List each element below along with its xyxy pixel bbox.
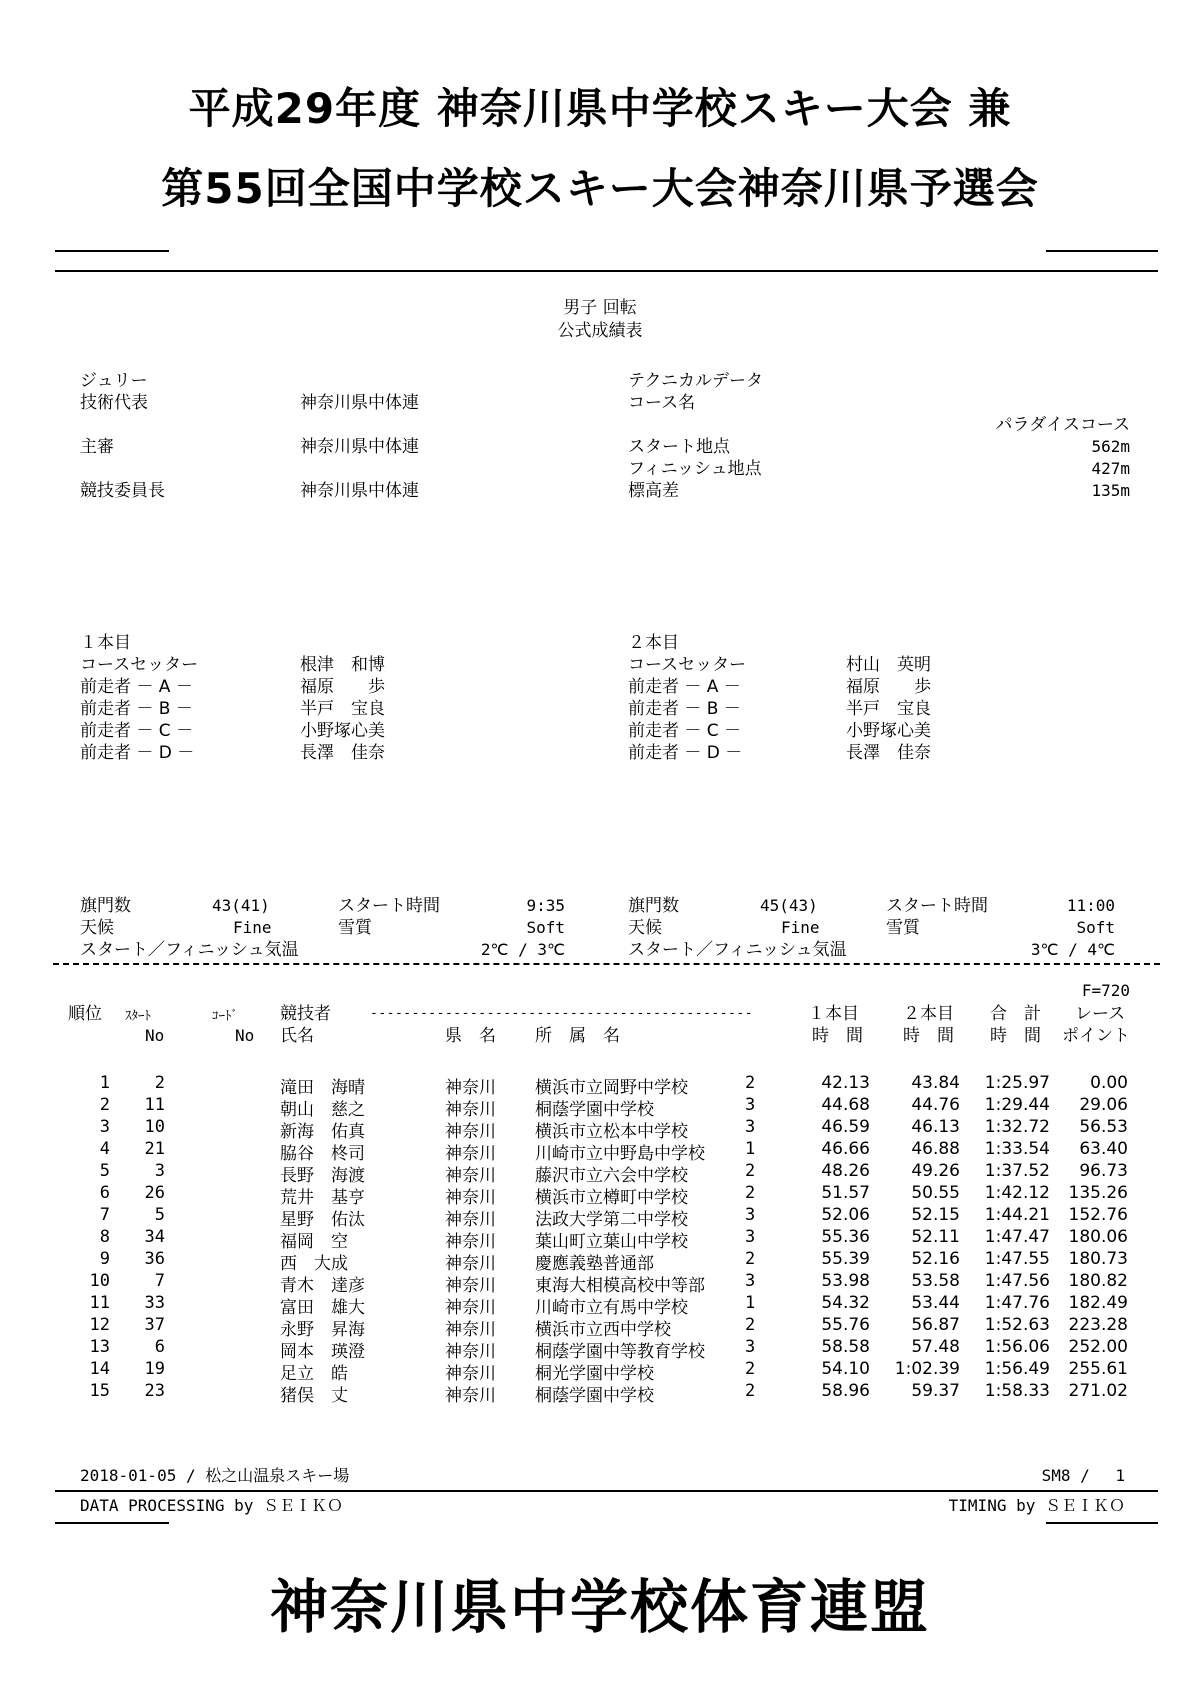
cell-start: 7 bbox=[154, 1271, 165, 1291]
cell-pref: 神奈川 bbox=[445, 1386, 496, 1406]
cell-total: 1:32.72 bbox=[984, 1117, 1050, 1137]
cell-pref: 神奈川 bbox=[445, 1298, 496, 1318]
cell-start: 6 bbox=[154, 1337, 165, 1357]
tech-label: スタート地点 bbox=[628, 437, 730, 457]
header-pref: 県 名 bbox=[445, 1026, 496, 1046]
cell-rank: 5 bbox=[99, 1161, 110, 1181]
run1-forerunner-name: 小野塚心美 bbox=[300, 721, 385, 741]
run1-setter-label: コースセッター bbox=[80, 655, 199, 675]
run1-forerunner-label: 前走者 － C － bbox=[80, 721, 194, 741]
run2-forerunner-label: 前走者 － B － bbox=[628, 699, 741, 719]
cell-grade: 2 bbox=[745, 1359, 756, 1379]
cell-grade: 2 bbox=[745, 1249, 756, 1269]
cell-run2: 53.44 bbox=[911, 1293, 960, 1313]
header-run2: ２本目 bbox=[903, 1004, 954, 1024]
table-row bbox=[0, 1161, 1200, 1186]
footer-divider bbox=[55, 1490, 1158, 1492]
cell-run1: 52.06 bbox=[821, 1205, 870, 1225]
cell-run1: 58.58 bbox=[821, 1337, 870, 1357]
table-row bbox=[0, 1315, 1200, 1340]
header-dashes: ---------------------------------------------- bbox=[370, 1006, 754, 1021]
run2-start-time-label: スタート時間 bbox=[886, 896, 988, 916]
cell-club: 桐蔭学園中等教育学校 bbox=[535, 1342, 705, 1362]
run1-temp-label: スタート／フィニッシュ気温 bbox=[80, 940, 299, 960]
header-points-sub: ポイント bbox=[1062, 1026, 1130, 1046]
cell-run2: 56.87 bbox=[911, 1315, 960, 1335]
cell-name: 朝山 慈之 bbox=[280, 1100, 365, 1120]
cell-total: 1:52.63 bbox=[984, 1315, 1050, 1335]
cell-pref: 神奈川 bbox=[445, 1188, 496, 1208]
cell-run2: 52.16 bbox=[911, 1249, 960, 1269]
cell-grade: 3 bbox=[745, 1271, 756, 1291]
cell-pref: 神奈川 bbox=[445, 1122, 496, 1142]
cell-start: 26 bbox=[144, 1183, 165, 1203]
cell-run2: 46.88 bbox=[911, 1139, 960, 1159]
cell-run2: 49.26 bbox=[911, 1161, 960, 1181]
cell-run1: 48.26 bbox=[821, 1161, 870, 1181]
run2-temp: 3℃ / 4℃ bbox=[1030, 940, 1115, 959]
cell-grade: 2 bbox=[745, 1381, 756, 1401]
run2-forerunner-name: 小野塚心美 bbox=[846, 721, 931, 741]
run1-forerunner-name: 長澤 佳奈 bbox=[300, 743, 385, 763]
cell-run2: 46.13 bbox=[911, 1117, 960, 1137]
run1-forerunner-label: 前走者 － D － bbox=[80, 743, 195, 763]
cell-rank: 12 bbox=[89, 1315, 110, 1335]
cell-run2: 50.55 bbox=[911, 1183, 960, 1203]
table-row bbox=[0, 1117, 1200, 1142]
cell-club: 横浜市立岡野中学校 bbox=[535, 1078, 688, 1098]
cell-grade: 2 bbox=[745, 1315, 756, 1335]
cell-rank: 14 bbox=[89, 1359, 110, 1379]
run1-gates: 43(41) bbox=[212, 896, 270, 915]
cell-start: 2 bbox=[154, 1073, 165, 1093]
run2-heading: ２本目 bbox=[628, 633, 679, 653]
header-total-time: 時 間 bbox=[990, 1026, 1041, 1046]
cell-total: 1:42.12 bbox=[984, 1183, 1050, 1203]
cell-pref: 神奈川 bbox=[445, 1078, 496, 1098]
cell-grade: 3 bbox=[745, 1095, 756, 1115]
cell-club: 横浜市立西中学校 bbox=[535, 1320, 671, 1340]
run1-snow-label: 雪質 bbox=[338, 918, 372, 938]
cell-total: 1:47.56 bbox=[984, 1271, 1050, 1291]
table-row bbox=[0, 1249, 1200, 1274]
jury-label: 技術代表 bbox=[80, 393, 148, 413]
technical-heading: テクニカルデータ bbox=[628, 371, 763, 391]
header-run1-time: 時 間 bbox=[812, 1026, 863, 1046]
run2-forerunner-label: 前走者 － D － bbox=[628, 743, 743, 763]
cell-pref: 神奈川 bbox=[445, 1320, 496, 1340]
cell-run1: 58.96 bbox=[821, 1381, 870, 1401]
cell-rank: 8 bbox=[99, 1227, 110, 1247]
tech-value: 135m bbox=[1091, 481, 1130, 500]
cell-pref: 神奈川 bbox=[445, 1166, 496, 1186]
cell-rank: 15 bbox=[89, 1381, 110, 1401]
cell-grade: 3 bbox=[745, 1227, 756, 1247]
table-row bbox=[0, 1183, 1200, 1208]
cell-points: 29.06 bbox=[1079, 1095, 1128, 1115]
run1-gates-label: 旗門数 bbox=[80, 896, 131, 916]
run2-setter-label: コースセッター bbox=[628, 655, 747, 675]
cell-points: 96.73 bbox=[1079, 1161, 1128, 1181]
cell-club: 葉山町立葉山中学校 bbox=[535, 1232, 688, 1252]
table-row bbox=[0, 1139, 1200, 1164]
cell-points: 180.06 bbox=[1068, 1227, 1128, 1247]
cell-total: 1:25.97 bbox=[984, 1073, 1050, 1093]
cell-rank: 9 bbox=[99, 1249, 110, 1269]
cell-run1: 55.36 bbox=[821, 1227, 870, 1247]
table-row bbox=[0, 1337, 1200, 1362]
run2-forerunner-name: 半戸 宝良 bbox=[846, 699, 931, 719]
cell-club: 横浜市立松本中学校 bbox=[535, 1122, 688, 1142]
header-start-no: No bbox=[145, 1026, 165, 1045]
tech-value: 562m bbox=[1091, 437, 1130, 456]
cell-pref: 神奈川 bbox=[445, 1232, 496, 1252]
course-label: コース名 bbox=[628, 393, 696, 413]
tech-label: フィニッシュ地点 bbox=[628, 459, 762, 479]
cell-run2: 59.37 bbox=[911, 1381, 960, 1401]
cell-start: 10 bbox=[144, 1117, 165, 1137]
run2-gates: 45(43) bbox=[760, 896, 818, 915]
cell-run2: 43.84 bbox=[911, 1073, 960, 1093]
cell-points: 271.02 bbox=[1068, 1381, 1128, 1401]
cell-start: 34 bbox=[144, 1227, 165, 1247]
cell-total: 1:47.47 bbox=[984, 1227, 1050, 1247]
timing: TIMING by ＳＥＩＫＯ bbox=[948, 1496, 1125, 1515]
cell-start: 23 bbox=[144, 1381, 165, 1401]
run2-forerunner-label: 前走者 － A － bbox=[628, 677, 741, 697]
cell-points: 255.61 bbox=[1068, 1359, 1128, 1379]
cell-pref: 神奈川 bbox=[445, 1276, 496, 1296]
cell-points: 180.82 bbox=[1068, 1271, 1128, 1291]
cell-name: 富田 雄大 bbox=[280, 1298, 365, 1318]
cell-total: 1:47.55 bbox=[984, 1249, 1050, 1269]
data-processing: DATA PROCESSING by ＳＥＩＫＯ bbox=[80, 1496, 344, 1515]
cell-total: 1:29.44 bbox=[984, 1095, 1050, 1115]
cell-total: 1:58.33 bbox=[984, 1381, 1050, 1401]
run2-temp-label: スタート／フィニッシュ気温 bbox=[628, 940, 847, 960]
footer-divider-left bbox=[55, 1522, 169, 1524]
cell-club: 法政大学第二中学校 bbox=[535, 1210, 688, 1230]
header-start: ｽﾀｰﾄ bbox=[125, 1009, 151, 1024]
cell-rank: 6 bbox=[99, 1183, 110, 1203]
cell-grade: 2 bbox=[745, 1073, 756, 1093]
cell-grade: 3 bbox=[745, 1117, 756, 1137]
jury-label: 主審 bbox=[80, 437, 114, 457]
cell-points: 180.73 bbox=[1068, 1249, 1128, 1269]
cell-start: 5 bbox=[154, 1205, 165, 1225]
cell-points: 152.76 bbox=[1068, 1205, 1128, 1225]
cell-rank: 7 bbox=[99, 1205, 110, 1225]
tech-value: 427m bbox=[1091, 459, 1130, 478]
cell-start: 11 bbox=[144, 1095, 165, 1115]
header-points: レース bbox=[1075, 1004, 1126, 1024]
cell-rank: 10 bbox=[89, 1271, 110, 1291]
cell-total: 1:56.06 bbox=[984, 1337, 1050, 1357]
cell-grade: 3 bbox=[745, 1205, 756, 1225]
cell-name: 岡本 瑛澄 bbox=[280, 1342, 365, 1362]
cell-points: 182.49 bbox=[1068, 1293, 1128, 1313]
cell-run1: 51.57 bbox=[821, 1183, 870, 1203]
cell-club: 慶應義塾普通部 bbox=[535, 1254, 654, 1274]
run1-forerunner-name: 福原 歩 bbox=[300, 677, 385, 697]
run2-start-time: 11:00 bbox=[1066, 896, 1115, 915]
cell-club: 東海大相模高校中等部 bbox=[535, 1276, 705, 1296]
run1-forerunner-label: 前走者 － B － bbox=[80, 699, 193, 719]
run1-forerunner-label: 前走者 － A － bbox=[80, 677, 193, 697]
jury-label: 競技委員長 bbox=[80, 481, 165, 501]
header-run2-time: 時 間 bbox=[903, 1026, 954, 1046]
cell-name: 青木 達彦 bbox=[280, 1276, 365, 1296]
jury-value: 神奈川県中体連 bbox=[300, 437, 419, 457]
cell-name: 新海 佑真 bbox=[280, 1122, 365, 1142]
cell-run1: 44.68 bbox=[821, 1095, 870, 1115]
title-line-1: 平成29年度 神奈川県中学校スキー大会 兼 bbox=[188, 84, 1012, 133]
cell-run1: 55.76 bbox=[821, 1315, 870, 1335]
event-name: 男子 回転 bbox=[563, 298, 637, 318]
cell-name: 猪俣 丈 bbox=[280, 1386, 348, 1406]
page-number: SM8 / 1 bbox=[1041, 1466, 1125, 1485]
cell-start: 19 bbox=[144, 1359, 165, 1379]
run1-weather-label: 天候 bbox=[80, 918, 114, 938]
cell-run2: 1:02.39 bbox=[894, 1359, 960, 1379]
cell-pref: 神奈川 bbox=[445, 1210, 496, 1230]
dashed-separator bbox=[53, 963, 1160, 965]
run2-forerunner-name: 長澤 佳奈 bbox=[846, 743, 931, 763]
cell-club: 藤沢市立六会中学校 bbox=[535, 1166, 688, 1186]
run1-forerunner-name: 半戸 宝良 bbox=[300, 699, 385, 719]
run2-gates-label: 旗門数 bbox=[628, 896, 679, 916]
header-name: 氏名 bbox=[280, 1026, 314, 1046]
organization-name: 神奈川県中学校体育連盟 bbox=[269, 1573, 930, 1641]
cell-start: 36 bbox=[144, 1249, 165, 1269]
cell-grade: 2 bbox=[745, 1183, 756, 1203]
run2-weather: Fine bbox=[781, 918, 820, 937]
table-row bbox=[0, 1271, 1200, 1296]
run2-snow-label: 雪質 bbox=[886, 918, 920, 938]
divider-right bbox=[1046, 250, 1158, 252]
cell-rank: 3 bbox=[99, 1117, 110, 1137]
cell-run1: 54.32 bbox=[821, 1293, 870, 1313]
run2-forerunner-label: 前走者 － C － bbox=[628, 721, 742, 741]
header-competitor: 競技者 bbox=[280, 1004, 331, 1024]
cell-start: 37 bbox=[144, 1315, 165, 1335]
cell-name: 福岡 空 bbox=[280, 1232, 348, 1252]
header-run1: １本目 bbox=[808, 1004, 859, 1024]
cell-grade: 3 bbox=[745, 1337, 756, 1357]
jury-value: 神奈川県中体連 bbox=[300, 481, 419, 501]
run1-temp: 2℃ / 3℃ bbox=[480, 940, 565, 959]
cell-name: 西 大成 bbox=[280, 1254, 348, 1274]
cell-club: 川崎市立有馬中学校 bbox=[535, 1298, 688, 1318]
cell-run1: 42.13 bbox=[821, 1073, 870, 1093]
cell-run1: 46.66 bbox=[821, 1139, 870, 1159]
cell-grade: 1 bbox=[745, 1293, 756, 1313]
header-club: 所 属 名 bbox=[535, 1026, 620, 1046]
cell-run2: 52.15 bbox=[911, 1205, 960, 1225]
cell-pref: 神奈川 bbox=[445, 1254, 496, 1274]
cell-points: 135.26 bbox=[1068, 1183, 1128, 1203]
cell-run1: 54.10 bbox=[821, 1359, 870, 1379]
cell-points: 63.40 bbox=[1079, 1139, 1128, 1159]
cell-run1: 55.39 bbox=[821, 1249, 870, 1269]
f-value: F=720 bbox=[1081, 981, 1130, 1000]
document-type: 公式成績表 bbox=[557, 321, 643, 341]
run2-snow: Soft bbox=[1076, 918, 1115, 937]
jury-value: 神奈川県中体連 bbox=[300, 393, 419, 413]
course-name: パラダイスコース bbox=[995, 415, 1130, 435]
header-code: ｺｰﾄﾞ bbox=[212, 1009, 238, 1024]
cell-club: 横浜市立樽町中学校 bbox=[535, 1188, 688, 1208]
cell-total: 1:56.49 bbox=[984, 1359, 1050, 1379]
cell-club: 桐蔭学園中学校 bbox=[535, 1386, 654, 1406]
table-row bbox=[0, 1205, 1200, 1230]
cell-start: 3 bbox=[154, 1161, 165, 1181]
cell-rank: 4 bbox=[99, 1139, 110, 1159]
cell-name: 星野 佑汰 bbox=[280, 1210, 365, 1230]
cell-run1: 53.98 bbox=[821, 1271, 870, 1291]
cell-run2: 53.58 bbox=[911, 1271, 960, 1291]
table-row bbox=[0, 1381, 1200, 1406]
run2-weather-label: 天候 bbox=[628, 918, 662, 938]
cell-run2: 57.48 bbox=[911, 1337, 960, 1357]
tech-label: 標高差 bbox=[628, 481, 679, 501]
table-row bbox=[0, 1293, 1200, 1318]
header-rank: 順位 bbox=[68, 1004, 102, 1024]
cell-rank: 13 bbox=[89, 1337, 110, 1357]
cell-grade: 1 bbox=[745, 1139, 756, 1159]
cell-rank: 2 bbox=[99, 1095, 110, 1115]
title-line-2: 第55回全国中学校スキー大会神奈川県予選会 bbox=[161, 164, 1039, 213]
cell-grade: 2 bbox=[745, 1161, 756, 1181]
table-row bbox=[0, 1359, 1200, 1384]
cell-run1: 46.59 bbox=[821, 1117, 870, 1137]
run2-setter: 村山 英明 bbox=[846, 655, 931, 675]
run1-setter: 根津 和博 bbox=[300, 655, 385, 675]
cell-name: 荒井 基亨 bbox=[280, 1188, 365, 1208]
cell-total: 1:47.76 bbox=[984, 1293, 1050, 1313]
cell-club: 川崎市立中野島中学校 bbox=[535, 1144, 705, 1164]
divider-main bbox=[55, 270, 1158, 272]
cell-points: 0.00 bbox=[1090, 1073, 1128, 1093]
cell-run2: 44.76 bbox=[911, 1095, 960, 1115]
cell-total: 1:44.21 bbox=[984, 1205, 1050, 1225]
run1-weather: Fine bbox=[233, 918, 272, 937]
cell-points: 252.00 bbox=[1068, 1337, 1128, 1357]
cell-rank: 1 bbox=[99, 1073, 110, 1093]
cell-name: 脇谷 柊司 bbox=[280, 1144, 365, 1164]
cell-name: 滝田 海晴 bbox=[280, 1078, 365, 1098]
cell-total: 1:37.52 bbox=[984, 1161, 1050, 1181]
cell-points: 56.53 bbox=[1079, 1117, 1128, 1137]
header-total: 合 計 bbox=[990, 1004, 1041, 1024]
cell-total: 1:33.54 bbox=[984, 1139, 1050, 1159]
jury-heading: ジュリー bbox=[80, 371, 148, 391]
footer-divider-right bbox=[1046, 1522, 1158, 1524]
run1-heading: １本目 bbox=[80, 633, 131, 653]
cell-pref: 神奈川 bbox=[445, 1100, 496, 1120]
cell-club: 桐光学園中学校 bbox=[535, 1364, 654, 1384]
cell-pref: 神奈川 bbox=[445, 1342, 496, 1362]
table-row bbox=[0, 1095, 1200, 1120]
cell-club: 桐蔭学園中学校 bbox=[535, 1100, 654, 1120]
cell-start: 33 bbox=[144, 1293, 165, 1313]
cell-name: 永野 昇海 bbox=[280, 1320, 365, 1340]
header-code-no: No bbox=[235, 1026, 255, 1045]
table-row bbox=[0, 1227, 1200, 1252]
cell-pref: 神奈川 bbox=[445, 1364, 496, 1384]
run1-start-time: 9:35 bbox=[526, 896, 565, 915]
cell-points: 223.28 bbox=[1068, 1315, 1128, 1335]
cell-run2: 52.11 bbox=[911, 1227, 960, 1247]
cell-pref: 神奈川 bbox=[445, 1144, 496, 1164]
cell-rank: 11 bbox=[89, 1293, 110, 1313]
run1-start-time-label: スタート時間 bbox=[338, 896, 440, 916]
cell-start: 21 bbox=[144, 1139, 165, 1159]
divider-left bbox=[55, 250, 169, 252]
run1-snow: Soft bbox=[526, 918, 565, 937]
table-row bbox=[0, 1073, 1200, 1098]
cell-name: 長野 海渡 bbox=[280, 1166, 365, 1186]
cell-name: 足立 皓 bbox=[280, 1364, 348, 1384]
date-venue: 2018-01-05 / 松之山温泉スキー場 bbox=[80, 1466, 350, 1485]
run2-forerunner-name: 福原 歩 bbox=[846, 677, 931, 697]
